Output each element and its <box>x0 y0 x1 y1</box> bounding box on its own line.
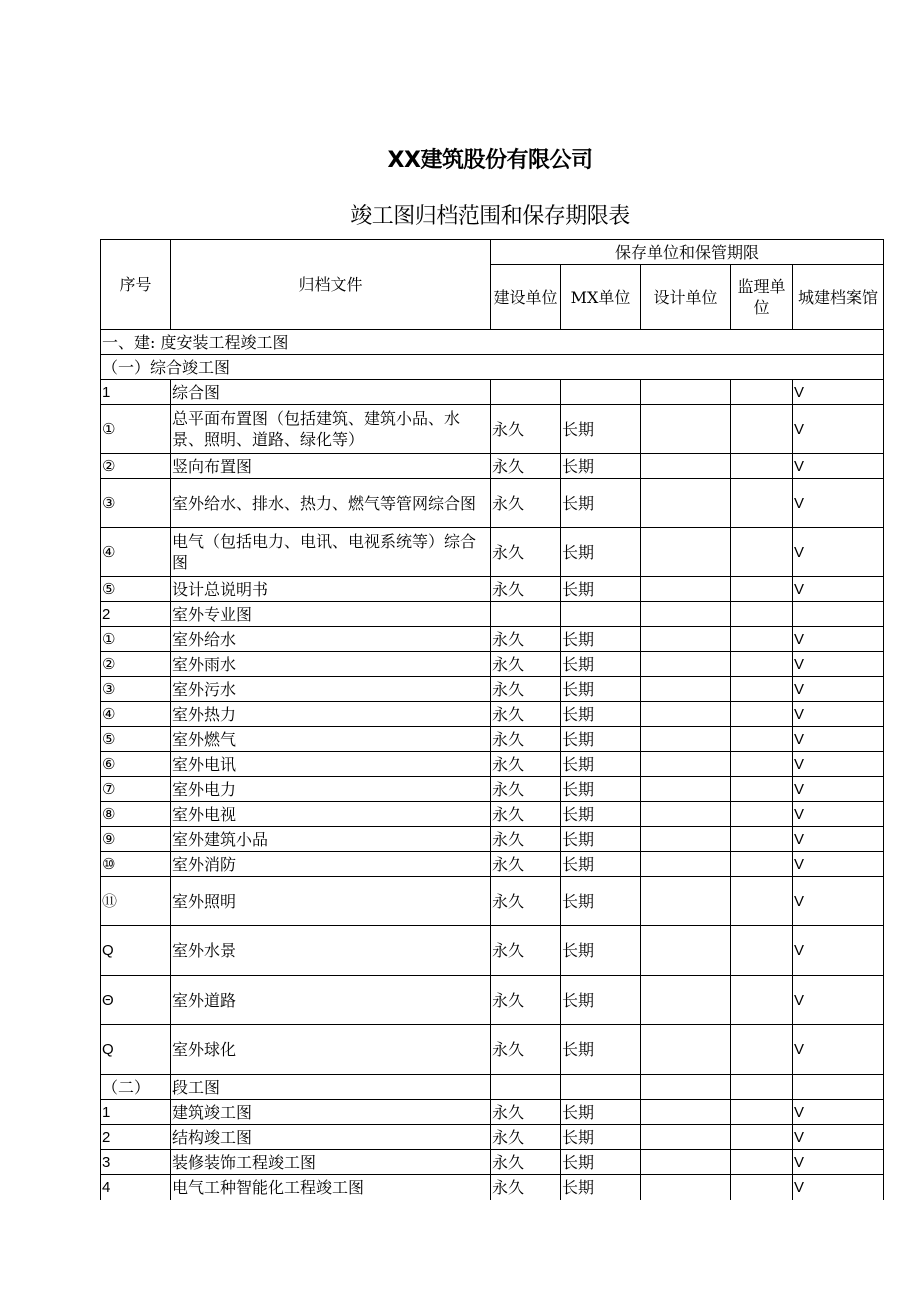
builder-term-cell: 永久 <box>491 677 561 702</box>
file-cell: 室外电讯 <box>171 752 491 777</box>
mx-term-cell: 长期 <box>561 1175 641 1200</box>
file-cell: 室外照明 <box>171 877 491 926</box>
supervisor-cell <box>731 380 793 405</box>
design-cell <box>641 976 731 1025</box>
header-col-archive: 城建档案馆 <box>793 265 884 330</box>
mx-term-cell: 长期 <box>561 528 641 577</box>
archive-check-cell: V <box>793 752 884 777</box>
empty-cell <box>793 1075 884 1100</box>
header-col-mx: MX单位 <box>561 265 641 330</box>
empty-cell <box>561 1075 641 1100</box>
design-cell <box>641 702 731 727</box>
seq-cell: ④ <box>101 528 171 577</box>
file-cell: 室外热力 <box>171 702 491 727</box>
file-cell: 设计总说明书 <box>171 577 491 602</box>
builder-term-cell: 永久 <box>491 926 561 976</box>
table-row <box>101 627 884 652</box>
builder-term-cell: 永久 <box>491 777 561 802</box>
builder-term-cell: 永久 <box>491 405 561 454</box>
table-row <box>101 330 884 355</box>
builder-term-cell: 永久 <box>491 702 561 727</box>
supervisor-cell <box>731 752 793 777</box>
table-row <box>101 1175 884 1200</box>
supervisor-cell <box>731 1175 793 1200</box>
builder-term-cell <box>491 380 561 405</box>
table-row <box>101 355 884 380</box>
seq-cell: ③ <box>101 479 171 528</box>
builder-term-cell: 永久 <box>491 802 561 827</box>
table-row <box>101 677 884 702</box>
empty-cell <box>491 1075 561 1100</box>
header-group: 保存单位和保管期限 <box>491 240 884 265</box>
header-col-supervisor: 监理单位 <box>731 265 793 330</box>
supervisor-cell <box>731 405 793 454</box>
header-file: 归档文件 <box>171 240 491 330</box>
mx-term-cell: 长期 <box>561 877 641 926</box>
builder-term-cell: 永久 <box>491 976 561 1025</box>
supervisor-cell <box>731 1100 793 1125</box>
design-cell <box>641 877 731 926</box>
builder-term-cell: 永久 <box>491 1125 561 1150</box>
header-seq: 序号 <box>101 240 171 330</box>
seq-cell: ⑨ <box>101 827 171 852</box>
document-title: 竣工图归档范围和保存期限表 <box>350 204 630 229</box>
archive-check-cell: V <box>793 777 884 802</box>
seq-cell: 4 <box>101 1175 171 1200</box>
archive-check-cell: V <box>793 1125 884 1150</box>
archive-check-cell: V <box>793 380 884 405</box>
file-cell: 室外给水、排水、热力、燃气等管网综合图 <box>171 479 491 528</box>
seq-cell: ⑪ <box>101 877 171 926</box>
header-col-builder: 建设单位 <box>491 265 561 330</box>
archive-check-cell: V <box>793 926 884 976</box>
table-row <box>101 602 884 627</box>
section-heading: 一、建: 度安装工程竣工图 <box>101 330 884 355</box>
archive-check-cell: V <box>793 702 884 727</box>
seq-cell: ④ <box>101 702 171 727</box>
archive-check-cell: V <box>793 652 884 677</box>
supervisor-cell <box>731 652 793 677</box>
seq-cell: Q <box>101 1025 171 1075</box>
archive-check-cell: V <box>793 827 884 852</box>
design-cell <box>641 926 731 976</box>
table-row <box>101 802 884 827</box>
design-cell <box>641 602 731 627</box>
file-cell: 电气工种智能化工程竣工图 <box>171 1175 491 1200</box>
mx-term-cell: 长期 <box>561 777 641 802</box>
mx-term-cell <box>561 602 641 627</box>
seq-cell: ⑦ <box>101 777 171 802</box>
table-row <box>101 926 884 976</box>
supervisor-cell <box>731 1125 793 1150</box>
supervisor-cell <box>731 827 793 852</box>
seq-cell: ⑧ <box>101 802 171 827</box>
design-cell <box>641 652 731 677</box>
subsection-seq: （二） <box>101 1075 171 1100</box>
table-row <box>101 852 884 877</box>
seq-cell: ⑥ <box>101 752 171 777</box>
builder-term-cell <box>491 602 561 627</box>
archive-check-cell <box>793 602 884 627</box>
table-row <box>101 1100 884 1125</box>
file-cell: 综合图 <box>171 380 491 405</box>
archive-check-cell: V <box>793 1150 884 1175</box>
table-row <box>101 405 884 454</box>
file-cell: 室外污水 <box>171 677 491 702</box>
supervisor-cell <box>731 877 793 926</box>
mx-term-cell: 长期 <box>561 627 641 652</box>
archive-check-cell: V <box>793 528 884 577</box>
file-cell: 结构竣工图 <box>171 1125 491 1150</box>
design-cell <box>641 827 731 852</box>
design-cell <box>641 852 731 877</box>
mx-term-cell: 长期 <box>561 976 641 1025</box>
mx-term-cell: 长期 <box>561 405 641 454</box>
table-row <box>101 1125 884 1150</box>
table-row <box>101 827 884 852</box>
supervisor-cell <box>731 702 793 727</box>
seq-cell: 1 <box>101 380 171 405</box>
mx-term-cell: 长期 <box>561 702 641 727</box>
archive-check-cell: V <box>793 877 884 926</box>
design-cell <box>641 1025 731 1075</box>
table-row <box>101 1025 884 1075</box>
table-row <box>101 528 884 577</box>
empty-cell <box>731 1075 793 1100</box>
mx-term-cell <box>561 380 641 405</box>
builder-term-cell: 永久 <box>491 627 561 652</box>
supervisor-cell <box>731 1025 793 1075</box>
file-cell: 室外球化 <box>171 1025 491 1075</box>
file-cell: 装修装饰工程竣工图 <box>171 1150 491 1175</box>
seq-cell: Q <box>101 926 171 976</box>
file-cell: 电气（包括电力、电讯、电视系统等）综合图 <box>171 528 491 577</box>
table-row <box>101 652 884 677</box>
table-row <box>101 1075 884 1100</box>
seq-cell: ① <box>101 405 171 454</box>
builder-term-cell: 永久 <box>491 1175 561 1200</box>
builder-term-cell: 永久 <box>491 1100 561 1125</box>
seq-cell: ⑤ <box>101 727 171 752</box>
supervisor-cell <box>731 976 793 1025</box>
builder-term-cell: 永久 <box>491 877 561 926</box>
table-row <box>101 1150 884 1175</box>
archive-check-cell: V <box>793 627 884 652</box>
design-cell <box>641 1175 731 1200</box>
mx-term-cell: 长期 <box>561 1025 641 1075</box>
file-cell: 室外雨水 <box>171 652 491 677</box>
archive-check-cell: V <box>793 727 884 752</box>
archive-check-cell: V <box>793 479 884 528</box>
mx-term-cell: 长期 <box>561 852 641 877</box>
archive-table <box>100 239 884 1200</box>
design-cell <box>641 777 731 802</box>
archive-check-cell: V <box>793 852 884 877</box>
table-row <box>101 777 884 802</box>
mx-term-cell: 长期 <box>561 827 641 852</box>
builder-term-cell: 永久 <box>491 752 561 777</box>
design-cell <box>641 479 731 528</box>
file-cell: 室外道路 <box>171 976 491 1025</box>
design-cell <box>641 1150 731 1175</box>
builder-term-cell: 永久 <box>491 479 561 528</box>
design-cell <box>641 1125 731 1150</box>
supervisor-cell <box>731 802 793 827</box>
builder-term-cell: 永久 <box>491 827 561 852</box>
archive-check-cell: V <box>793 677 884 702</box>
mx-term-cell: 长期 <box>561 802 641 827</box>
file-cell: 室外消防 <box>171 852 491 877</box>
file-cell: 竖向布置图 <box>171 454 491 479</box>
subsection-title: 段工图 <box>171 1075 491 1100</box>
supervisor-cell <box>731 777 793 802</box>
table-row <box>101 727 884 752</box>
mx-term-cell: 长期 <box>561 1125 641 1150</box>
seq-cell: ① <box>101 627 171 652</box>
seq-cell: Θ <box>101 976 171 1025</box>
seq-cell: ⑩ <box>101 852 171 877</box>
seq-cell: ② <box>101 454 171 479</box>
header-col-design: 设计单位 <box>641 265 731 330</box>
seq-cell: 3 <box>101 1150 171 1175</box>
supervisor-cell <box>731 852 793 877</box>
builder-term-cell: 永久 <box>491 1150 561 1175</box>
archive-check-cell: V <box>793 454 884 479</box>
seq-cell: ③ <box>101 677 171 702</box>
mx-term-cell: 长期 <box>561 926 641 976</box>
mx-term-cell: 长期 <box>561 479 641 528</box>
design-cell <box>641 405 731 454</box>
empty-cell <box>641 1075 731 1100</box>
table-row <box>101 380 884 405</box>
mx-term-cell: 长期 <box>561 454 641 479</box>
table-row <box>101 702 884 727</box>
table-row <box>101 577 884 602</box>
design-cell <box>641 577 731 602</box>
table-row <box>101 752 884 777</box>
file-cell: 总平面布置图（包括建筑、建筑小品、水景、照明、道路、绿化等） <box>171 405 491 454</box>
supervisor-cell <box>731 602 793 627</box>
seq-cell: ⑤ <box>101 577 171 602</box>
supervisor-cell <box>731 454 793 479</box>
builder-term-cell: 永久 <box>491 652 561 677</box>
archive-check-cell: V <box>793 1025 884 1075</box>
design-cell <box>641 752 731 777</box>
file-cell: 室外燃气 <box>171 727 491 752</box>
company-title: XX建筑股份有限公司 <box>387 148 593 173</box>
design-cell <box>641 1100 731 1125</box>
file-cell: 室外电力 <box>171 777 491 802</box>
archive-check-cell: V <box>793 1175 884 1200</box>
mx-term-cell: 长期 <box>561 1100 641 1125</box>
file-cell: 室外电视 <box>171 802 491 827</box>
supervisor-cell <box>731 479 793 528</box>
builder-term-cell: 永久 <box>491 852 561 877</box>
file-cell: 建筑竣工图 <box>171 1100 491 1125</box>
archive-check-cell: V <box>793 1100 884 1125</box>
table-row <box>101 877 884 926</box>
design-cell <box>641 677 731 702</box>
supervisor-cell <box>731 677 793 702</box>
archive-check-cell: V <box>793 577 884 602</box>
mx-term-cell: 长期 <box>561 677 641 702</box>
supervisor-cell <box>731 1150 793 1175</box>
mx-term-cell: 长期 <box>561 752 641 777</box>
mx-term-cell: 长期 <box>561 727 641 752</box>
builder-term-cell: 永久 <box>491 577 561 602</box>
archive-check-cell: V <box>793 976 884 1025</box>
supervisor-cell <box>731 727 793 752</box>
mx-term-cell: 长期 <box>561 577 641 602</box>
file-cell: 室外专业图 <box>171 602 491 627</box>
file-cell: 室外给水 <box>171 627 491 652</box>
seq-cell: 1 <box>101 1100 171 1125</box>
section-heading: （一）综合竣工图 <box>101 355 884 380</box>
table-row <box>101 454 884 479</box>
design-cell <box>641 727 731 752</box>
supervisor-cell <box>731 926 793 976</box>
mx-term-cell: 长期 <box>561 1150 641 1175</box>
design-cell <box>641 454 731 479</box>
archive-check-cell: V <box>793 802 884 827</box>
mx-term-cell: 长期 <box>561 652 641 677</box>
seq-cell: 2 <box>101 1125 171 1150</box>
seq-cell: ② <box>101 652 171 677</box>
archive-check-cell: V <box>793 405 884 454</box>
file-cell: 室外水景 <box>171 926 491 976</box>
design-cell <box>641 528 731 577</box>
design-cell <box>641 380 731 405</box>
supervisor-cell <box>731 627 793 652</box>
supervisor-cell <box>731 528 793 577</box>
supervisor-cell <box>731 577 793 602</box>
file-cell: 室外建筑小品 <box>171 827 491 852</box>
builder-term-cell: 永久 <box>491 454 561 479</box>
table-row <box>101 976 884 1025</box>
builder-term-cell: 永久 <box>491 528 561 577</box>
design-cell <box>641 802 731 827</box>
seq-cell: 2 <box>101 602 171 627</box>
table-row <box>101 479 884 528</box>
builder-term-cell: 永久 <box>491 1025 561 1075</box>
builder-term-cell: 永久 <box>491 727 561 752</box>
design-cell <box>641 627 731 652</box>
